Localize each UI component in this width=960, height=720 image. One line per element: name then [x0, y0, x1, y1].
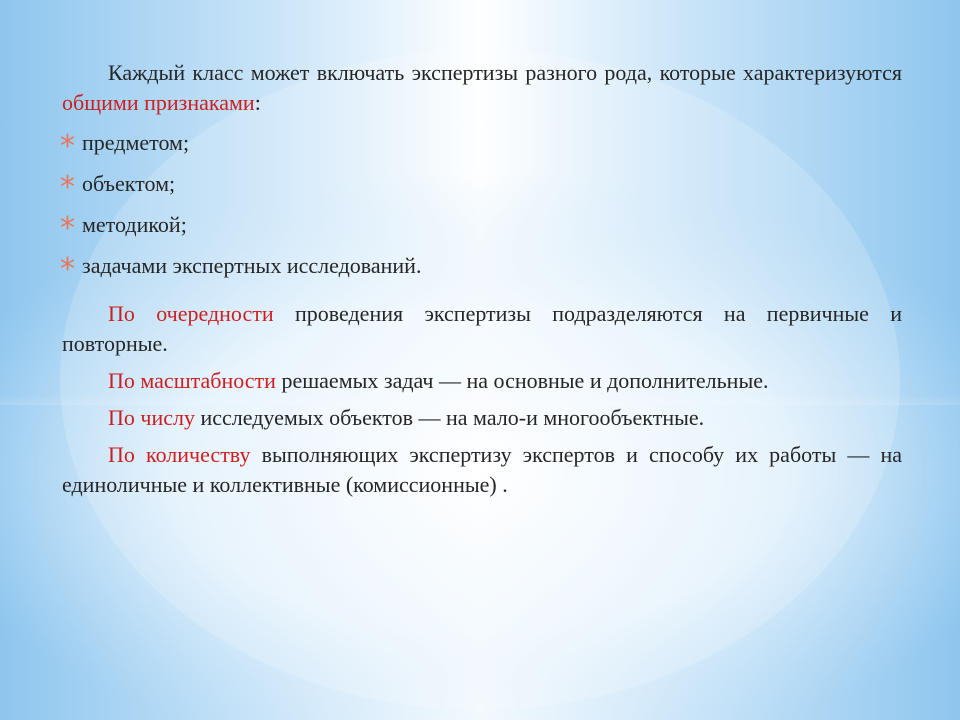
paragraph-number — [62, 403, 902, 433]
asterisk-icon: * — [60, 252, 75, 287]
asterisk-icon: * — [60, 211, 75, 246]
list-item — [62, 210, 902, 251]
intro-text: Каждый класс может включать экспертизы разного рода, которые характеризуются — [108, 60, 902, 85]
list-item — [62, 251, 902, 292]
paragraph-keyword: количеству — [146, 442, 251, 467]
paragraph-text: выполняющих экспертизу экспертов и способу их работы — на единоличные и коллективные (комиссионные) . — [62, 442, 903, 497]
paragraph-text: исследуемых объектов — на мало-и многообъектные. — [194, 405, 705, 430]
intro-colon: : — [254, 90, 261, 115]
bullet-list — [62, 128, 902, 292]
asterisk-icon: * — [60, 170, 75, 205]
paragraph-keyword: числу — [140, 405, 195, 430]
paragraph-quantity — [62, 440, 902, 500]
bullet-text: методикой; — [82, 212, 187, 237]
intro-highlight: общими признаками — [62, 90, 255, 115]
paragraph-keyword: масштабности — [140, 368, 276, 393]
paragraph-lead: По — [108, 442, 135, 467]
bullet-text: предметом; — [82, 130, 190, 155]
asterisk-icon: * — [60, 129, 75, 164]
paragraph-scale — [62, 366, 902, 396]
paragraph-lead: По — [108, 405, 135, 430]
word-space — [135, 442, 146, 467]
word-space — [135, 301, 156, 326]
paragraph-text: решаемых задач — на основные и дополнительные. — [275, 368, 769, 393]
paragraph-text: проведения экспертизы подразделяются на первичные и повторные. — [62, 301, 903, 356]
bullet-text: задачами экспертных исследований. — [82, 253, 422, 278]
slide-content — [62, 58, 902, 500]
paragraph-lead: По — [108, 368, 135, 393]
intro-paragraph — [62, 58, 902, 118]
paragraph-lead: По — [108, 301, 135, 326]
list-item — [62, 128, 902, 169]
paragraph-order — [62, 299, 902, 359]
paragraph-keyword: очередности — [156, 301, 274, 326]
list-item — [62, 169, 902, 210]
bullet-text: объектом; — [82, 171, 176, 196]
